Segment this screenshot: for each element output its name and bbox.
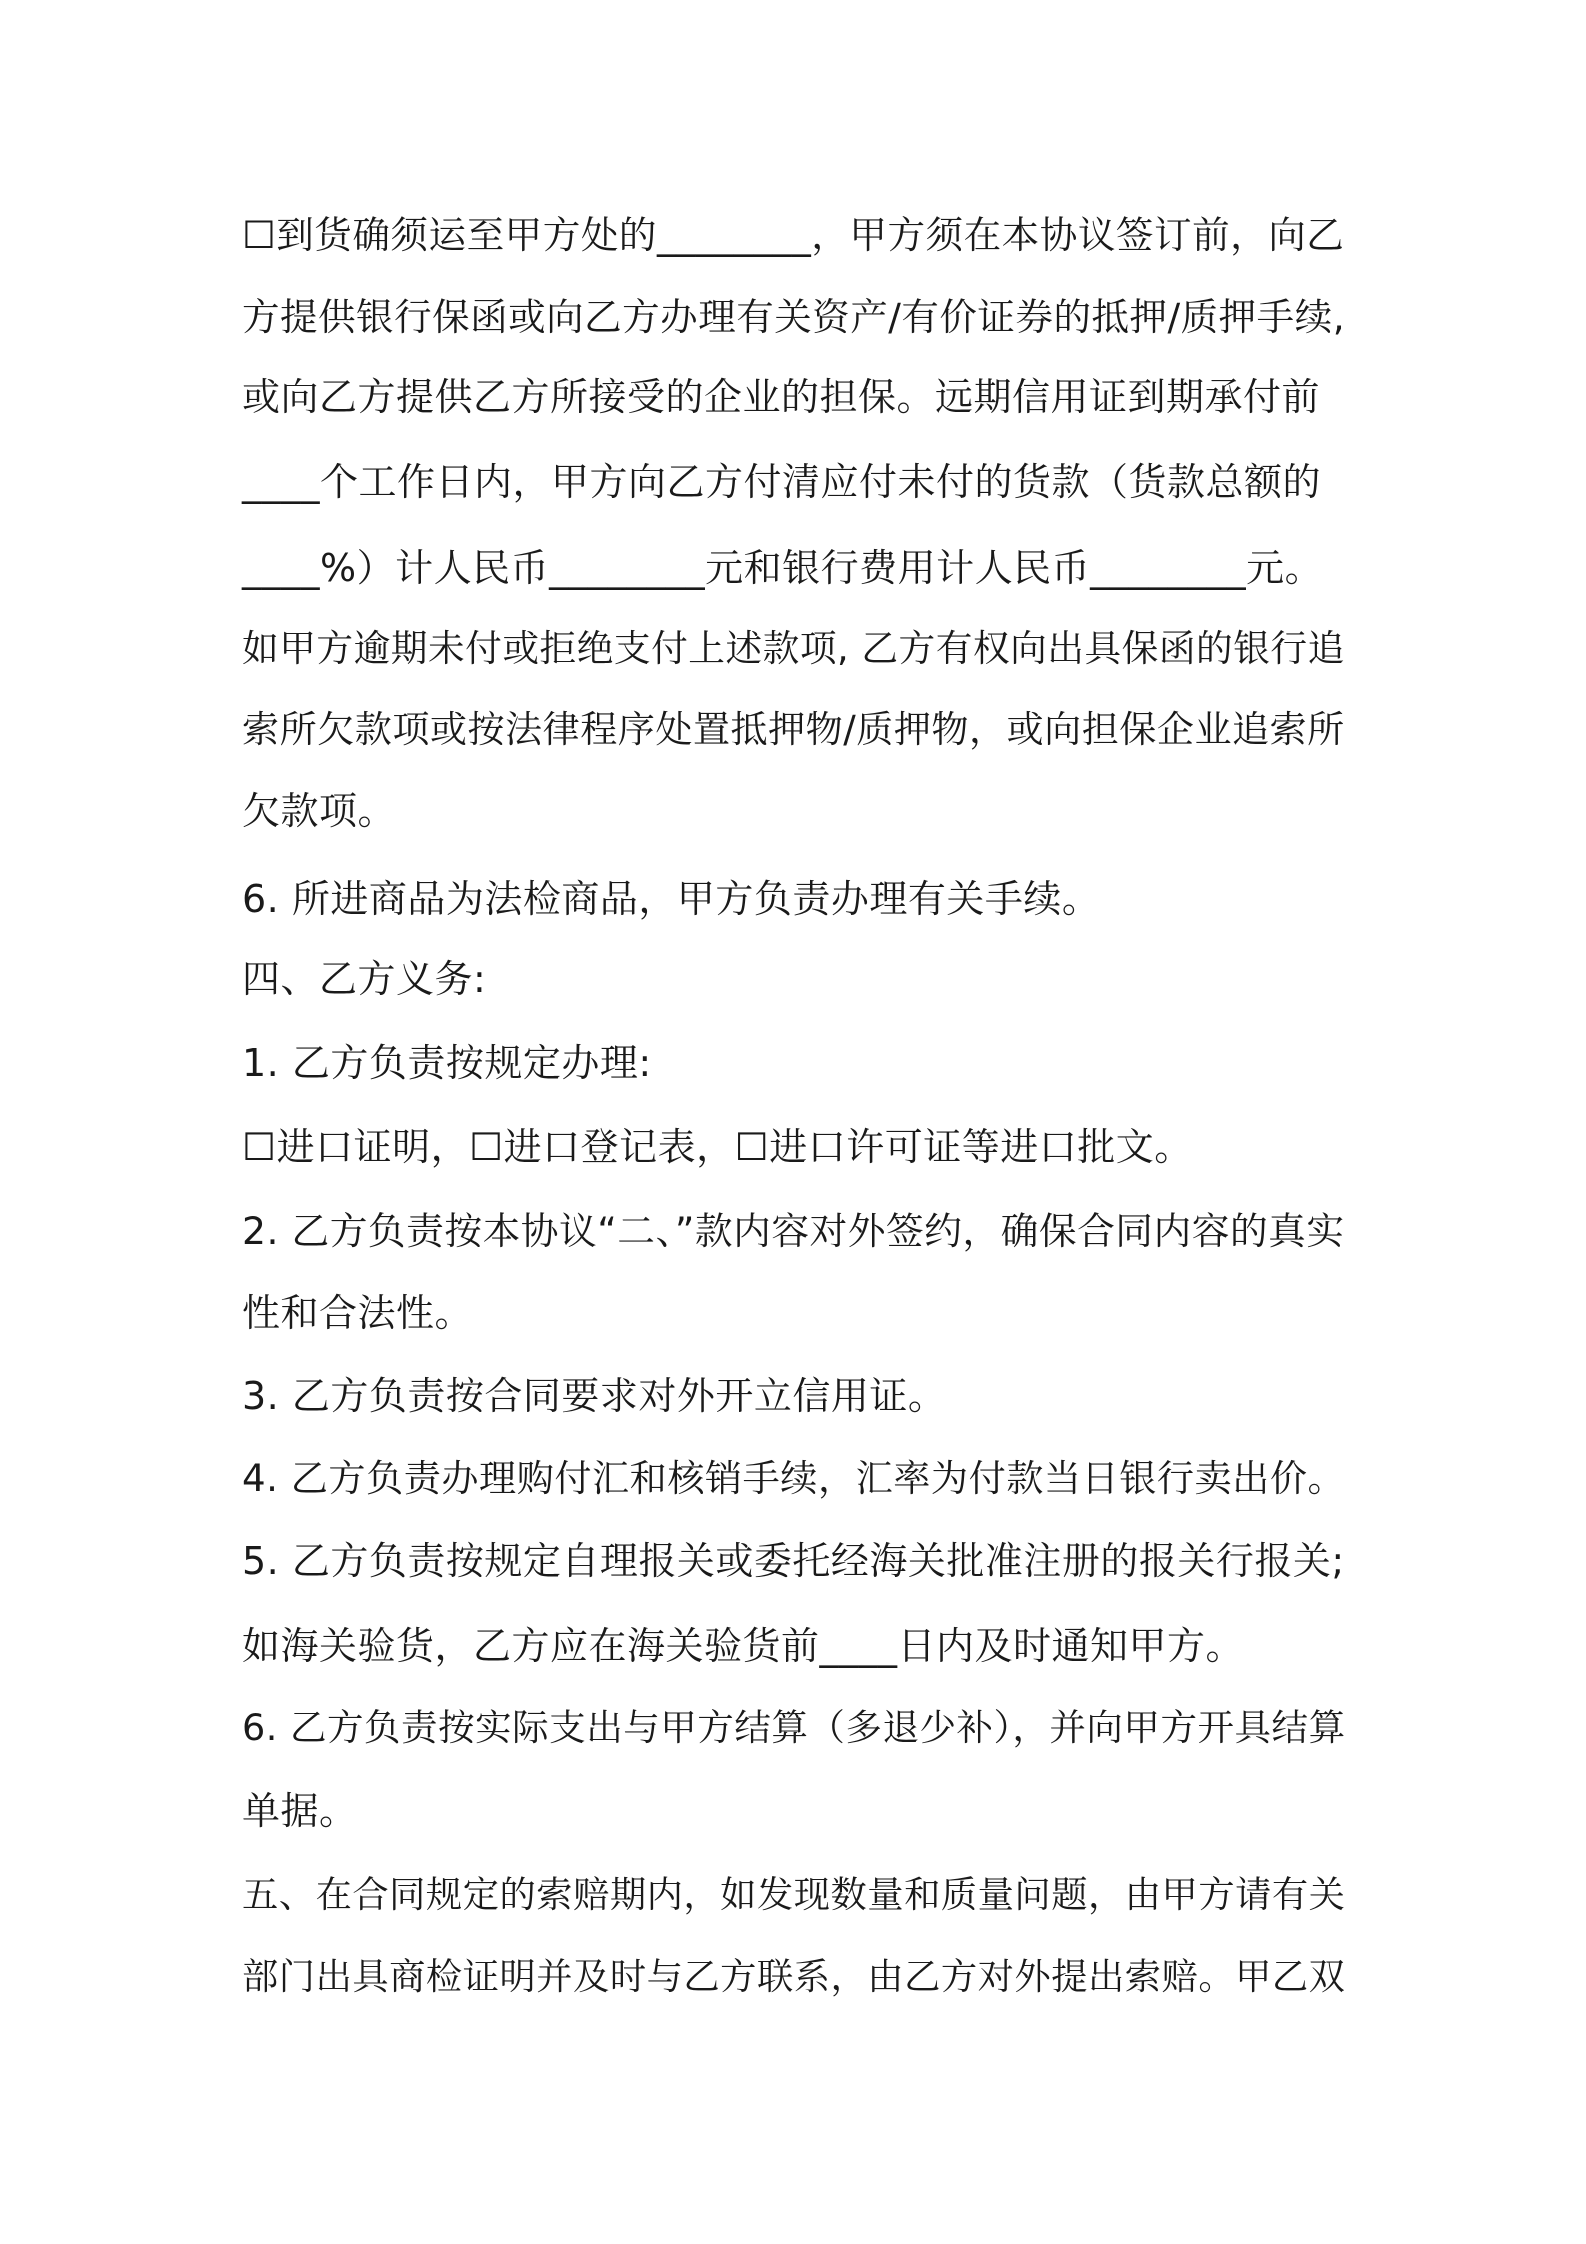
text-line: ____个工作日内，甲方向乙方付清应付未付的货款（货款总额的 [242, 460, 1322, 504]
text-line: ☐到货确须运至甲方处的________，甲方须在本协议签订前，向乙 [242, 213, 1345, 257]
text-line: 6. 所进商品为法检商品，甲方负责办理有关手续。 [242, 877, 1101, 921]
text-line: 方提供银行保函或向乙方办理有关资产/有价证券的抵押/质押手续, [242, 295, 1346, 339]
text-line: 性和合法性。 [242, 1291, 474, 1335]
text-line: 索所欠款项或按法律程序处置抵押物/质押物，或向担保企业追索所 [242, 708, 1345, 751]
text-line: 1. 乙方负责按规定办理: [242, 1041, 652, 1085]
text-line: 单据。 [242, 1789, 358, 1833]
text-line: ____%）计人民币________元和银行费用计人民币________元。 [242, 546, 1324, 590]
text-line: 2. 乙方负责按本协议“二、”款内容对外签约，确保合同内容的真实 [242, 1209, 1345, 1253]
text-line: 或向乙方提供乙方所接受的企业的担保。远期信用证到期承付前 [242, 375, 1321, 419]
text-line: 部门出具商检证明并及时与乙方联系，由乙方对外提出索赔。甲乙双 [242, 1955, 1346, 1998]
text-line: 6. 乙方负责按实际支出与甲方结算（多退少补），并向甲方开具结算 [242, 1706, 1346, 1749]
text-line: 如甲方逾期未付或拒绝支付上述款项, 乙方有权向出具保函的银行追 [242, 627, 1345, 670]
text-line: 4. 乙方负责办理购付汇和核销手续，汇率为付款当日银行卖出价。 [242, 1457, 1346, 1500]
text-line: 如海关验货，乙方应在海关验货前____日内及时通知甲方。 [242, 1624, 1245, 1668]
text-line: 5. 乙方负责按规定自理报关或委托经海关批准注册的报关行报关; [242, 1539, 1345, 1583]
text-line: 欠款项。 [242, 789, 397, 833]
section-heading: 五、在合同规定的索赔期内，如发现数量和质量问题，由甲方请有关 [242, 1873, 1346, 1916]
section-heading: 四、乙方义务: [242, 957, 487, 1001]
text-line: 3. 乙方负责按合同要求对外开立信用证。 [242, 1374, 947, 1418]
text-line: ☐进口证明，☐进口登记表，☐进口许可证等进口批文。 [242, 1125, 1193, 1169]
